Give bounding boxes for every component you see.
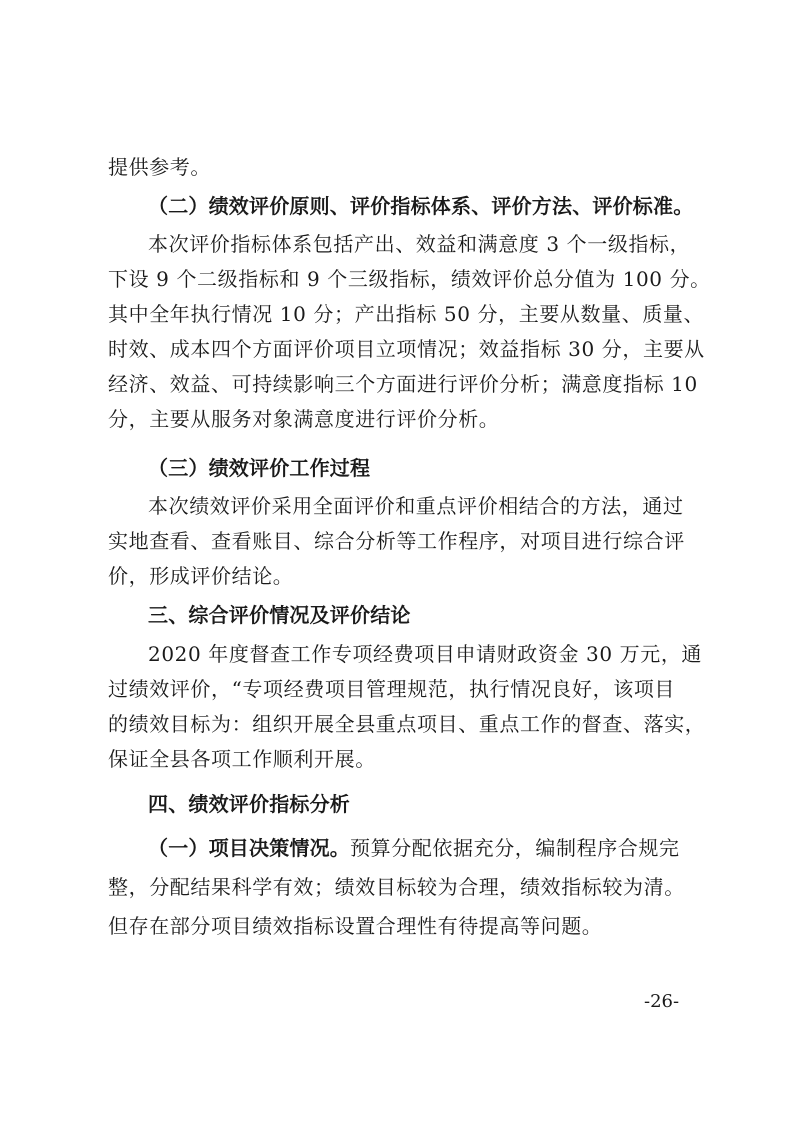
- heading-work-process: （三）绩效评价工作过程: [148, 456, 371, 480]
- heading-section-3: 三、综合评价情况及评价结论: [148, 603, 411, 627]
- paragraph-decision-line-2: 整，分配结果科学有效；绩效目标较为合理，绩效指标较为清。: [108, 875, 685, 899]
- heading-evaluation-principles: （二）绩效评价原则、评价指标体系、评价方法、评价标准。: [148, 194, 694, 218]
- page-number: -26-: [644, 991, 680, 1012]
- paragraph-conclusion-line-3: 的绩效目标为：组织开展全县重点项目、重点工作的督查、落实，: [108, 712, 706, 736]
- paragraph-principles-line-4: 时效、成本四个方面评价项目立项情况；效益指标 30 分，主要从: [108, 337, 705, 361]
- paragraph-principles-line-5: 经济、效益、可持续影响三个方面进行评价分析；满意度指标 10: [108, 372, 698, 396]
- paragraph-process-line-1: 本次绩效评价采用全面评价和重点评价相结合的方法，通过: [148, 494, 684, 518]
- paragraph-decision-lead: （一）项目决策情况。: [148, 836, 350, 860]
- paragraph-conclusion-line-4: 保证全县各项工作顺利开展。: [108, 747, 376, 771]
- paragraph-conclusion-line-2: 过绩效评价，“专项经费项目管理规范，执行情况良好，该项目: [108, 677, 676, 701]
- paragraph-principles-line-2: 下设 9 个二级指标和 9 个三级指标，绩效评价总分值为 100 分。: [108, 267, 711, 291]
- paragraph-decision-line-1: [148, 836, 698, 860]
- paragraph-decision-line-3: 但存在部分项目绩效指标设置合理性有待提高等问题。: [108, 914, 603, 938]
- paragraph-principles-line-6: 分，主要从服务对象满意度进行评价分析。: [108, 407, 500, 431]
- paragraph-principles-line-1: 本次评价指标体系包括产出、效益和满意度 3 个一级指标，: [148, 232, 691, 256]
- paragraph-process-line-3: 价，形成评价结论。: [108, 564, 294, 588]
- paragraph-conclusion-line-1: 2020 年度督查工作专项经费项目申请财政资金 30 万元，通: [148, 642, 703, 666]
- paragraph-process-line-2: 实地查看、查看账目、综合分析等工作程序，对项目进行综合评: [108, 529, 685, 553]
- paragraph-continuation-line: 提供参考。: [108, 155, 211, 179]
- paragraph-decision-line-1-rest: 预算分配依据充分，编制程序合规完: [350, 836, 680, 860]
- heading-section-4: 四、绩效评价指标分析: [148, 792, 350, 816]
- paragraph-principles-line-3: 其中全年执行情况 10 分；产出指标 50 分，主要从数量、质量、: [108, 302, 705, 326]
